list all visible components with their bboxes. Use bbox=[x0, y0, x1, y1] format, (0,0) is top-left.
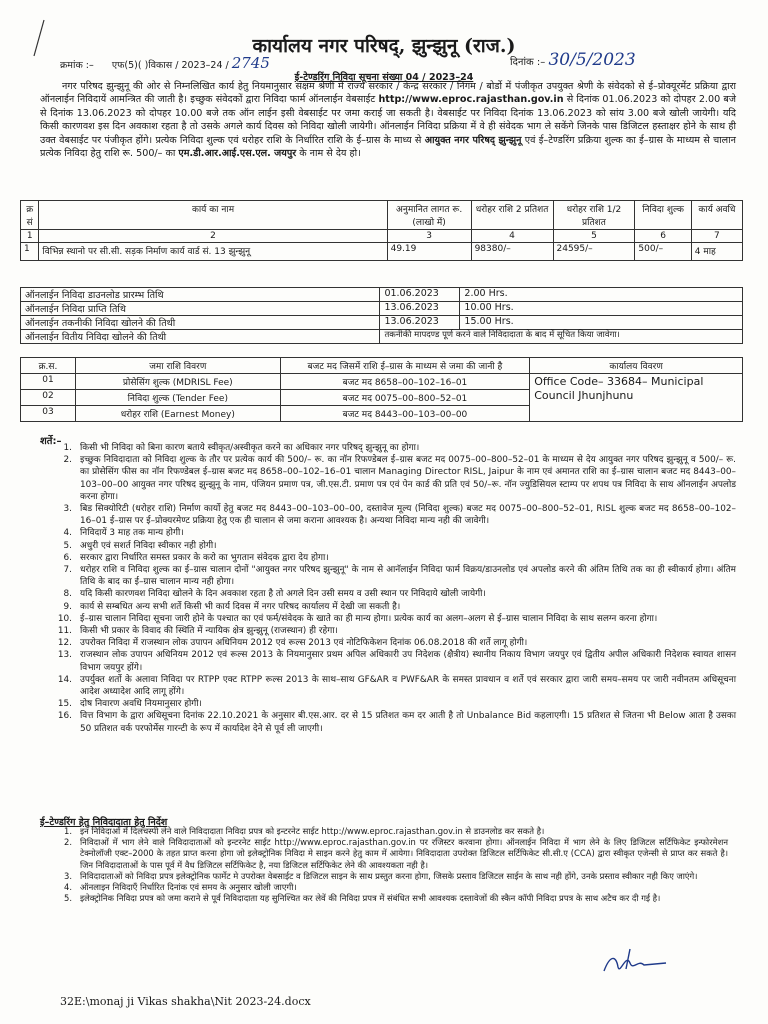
list-item bbox=[20, 601, 736, 613]
schedule-date: 13.06.2023 bbox=[380, 316, 460, 330]
date-value: 30/5/2023 bbox=[548, 50, 636, 70]
intro-bold-commissioner: आयुक्त नगर परिषद् झुन्झुनू bbox=[424, 134, 522, 146]
schedule-time: 2.00 Hrs. bbox=[460, 288, 743, 302]
intro-p1: नगर परिषद झुन्झुनू की ओर से निम्नलिखित कार्य हेतु नियमानुसार सक्षम श्रेणी में राज्य सरकार / केन्द्र सरकार / निगम / बोर्डो में पंजीकृत उपयुक्त श्रेणी के संवेदको से ई–प्रोक्यूरमेंट प्रक्रिया द्वारा ऑनलाईन निविदायें आमन्त्रित की जाती है। इच्छुक संवेदकों द्वारा निविदा फार्म ऑनलाईन वेबसाईट bbox=[40, 81, 736, 106]
item-text: बिड सिक्योरिटी (धरोहर राशि) निर्माण कार्यो हेतु बजट मद 8443–00–103–00–00, दस्तावेज मूल्य (निविदा शुल्क) बजट मद 0075–00–800–52–01, RISL शुल्क बजट मद 8658–00–102–16–01 ई–ग्रास पर ई–प्रोक्यरमेण्ट प्रक्रिया हेतु एक ही चालान से जमा कराना आवश्यक है। अन्यथा निविदा मान्य नही की जावेगी। bbox=[80, 504, 736, 527]
office-title: कार्यालय नगर परिषद्, झुन्झुनू (राज.) bbox=[252, 35, 516, 57]
office-code: Office Code– 33684– Municipal Council Jhunjhunu bbox=[530, 374, 743, 422]
schedule-label: ऑनलाईन निविदा प्राप्ति तिथि bbox=[21, 302, 380, 316]
list-item bbox=[20, 826, 728, 837]
item-number: 4. bbox=[63, 528, 72, 539]
item-text: निविदादाताओं को निविदा प्रपत्र इलेक्ट्रोनिक फार्मेट मे उपरोक्त वेबसाईट व डिजिटल साइन के साथ प्रस्तुत करना होगा, जिसके प्रस्ताव डिजिटल साईन के साथ नही होंगे, उनके प्रस्ताव स्वीकार नही किए जाएंगे। bbox=[80, 870, 698, 881]
file-path-footer: 32E:\monaj ji Vikas shakha\Nit 2023-24.docx bbox=[60, 995, 311, 1008]
item-text: किसी भी प्रकार के विवाद की स्थिति में न्यायिक क्षेत्र झुन्झुनू (राजस्थान) ही रहेगा। bbox=[80, 626, 338, 637]
list-item bbox=[20, 564, 736, 588]
list-item bbox=[20, 527, 736, 539]
item-number: 14. bbox=[57, 674, 72, 685]
deposit-no: 02 bbox=[21, 390, 76, 406]
item-number: 3. bbox=[64, 870, 72, 881]
schedule-table bbox=[20, 287, 743, 344]
table-row bbox=[21, 330, 743, 344]
work-serial: 1 bbox=[21, 243, 39, 261]
intro-bold-mdrisl: एम.डी.आर.आई.एस.एल. जयपुर bbox=[178, 148, 297, 160]
header-cell: क्र सं bbox=[21, 201, 39, 230]
list-item bbox=[20, 674, 736, 698]
deposit-budget: बजट मद 8443–00–103–00–00 bbox=[280, 406, 530, 422]
number-cell: 6 bbox=[635, 230, 691, 243]
item-number: 13. bbox=[57, 650, 72, 661]
item-number: 7. bbox=[63, 565, 72, 576]
item-number: 10. bbox=[57, 613, 72, 624]
ref-text: एफ(5)( )विकास / 2023–24 / bbox=[111, 60, 229, 71]
item-number: 16. bbox=[57, 711, 72, 722]
table-row bbox=[21, 374, 743, 390]
conditions-heading: शर्ते:– bbox=[40, 436, 62, 447]
deposit-budget: बजट मद 0075–00–800–52–01 bbox=[280, 390, 530, 406]
item-text: उपरोक्त निविदा में राजस्थान लोक उपापन अधिनियम 2012 एवं रूल्स 2013 एवं नोटिफिकेशन दिनांक 06.08.2018 की शर्ते लागू होगी। bbox=[80, 638, 528, 649]
deposit-no: 01 bbox=[21, 374, 76, 390]
header-cell: क्र.स. bbox=[21, 358, 76, 374]
number-cell: 1 bbox=[21, 230, 39, 243]
number-cell: 3 bbox=[387, 230, 471, 243]
work-duration: 4 माह bbox=[691, 243, 742, 261]
item-number: 2. bbox=[63, 455, 72, 466]
work-table-header bbox=[21, 201, 743, 230]
header-cell: धरोहर राशि 2 प्रतिशत bbox=[471, 201, 553, 230]
list-item bbox=[20, 540, 736, 552]
list-item bbox=[20, 588, 736, 600]
schedule-date: 13.06.2023 bbox=[380, 302, 460, 316]
item-text: धरोहर राशि व निविदा शुल्क का ई–ग्रास चालान दोनों "आयुक्त नगर परिषद झुन्झुनू" के नाम से आनॅलाईन निविदा फार्म विक्रय/डाउनलोड एवं अपलोड करने की अंतिम तिथि तक का ही स्वीकार्य होगा। अंतिम तिथि के बाद का ई–ग्रास चालान मान्य नही होगा। bbox=[80, 565, 736, 588]
header-cell: जमा राशि विवरण bbox=[75, 358, 280, 374]
item-text: वित्त विभाग के द्वारा अधिसूचना दिनांक 22.10.2021 के अनुसार बी.एस.आर. दर से 15 प्रतिशत कम दर आती है तो Unbalance Bid कहलाएगी। 15 प्रतिशत से जितना भी Below आता है उसका 50 प्रतिशत वर्क परफोर्मेस गारन्टी के रूप में कार्यादेश देने से पूर्व ली जाएगी। bbox=[80, 711, 736, 734]
table-row bbox=[21, 316, 743, 330]
work-table-numbers bbox=[21, 230, 743, 243]
item-number: 9. bbox=[63, 601, 72, 612]
work-table bbox=[20, 200, 743, 261]
item-text: निविदायें 3 माह तक मान्य होगी। bbox=[80, 528, 184, 539]
item-text: इलेक्ट्रोनिक निविदा प्रपत्र को जमा कराने से पूर्व निविदादाता यह सुनिश्चित कर लेवें की निविदा प्रपत्र में संबंधित सभी आवश्यक दस्तावेजों की स्कैन कॉपी निविदा प्रपत्र के साथ अटैच कर दी गई है। bbox=[80, 893, 661, 904]
header-cell: बजट मद जिसमें राशि ई–ग्रास के माध्यम से जमा की जानी है bbox=[280, 358, 530, 374]
item-text: इच्छुक निविदादाता को निविदा शुल्क के तौर पर प्रत्येक कार्य की 500/– रू. का नॉन रिफण्डेबल ई–ग्रास बजट मद 0075–00–800–52–01 के माध्यम से देय आयुक्त नगर परिषद झुन्झुनू व 500/– रू. का प्रोसेसिंग फीस का नॉन रिफण्डेबल ई–ग्रास बजट मद 8658–00–102–16–01 चालान Managing Director RISL, Jaipur के नाम एवं अमानत राशि का ई–ग्रास चालान बजट मद 8443–00–103–00–00 आयुक्त नगर परिषद झुन्झुनू के नाम, पंजियन प्रमाण पत्र, जी.एस.टी. प्रमाण पत्र एवं पेन कार्ड की प्रति एवं 50/–रू. नॉन ज्युडिसियल स्टाम्प पर शपथ पत्र निविदा के साथ ऑनलाईन अपलोड करना होगा। bbox=[80, 455, 736, 502]
schedule-label: ऑनलाईन निविदा डाउनलोड प्रारम्भ तिथि bbox=[21, 288, 380, 302]
item-number: 1. bbox=[63, 443, 72, 453]
intro-website: http://www.eproc.rajasthan.gov.in bbox=[378, 94, 564, 106]
item-number: 5. bbox=[64, 893, 72, 904]
date-line bbox=[510, 50, 636, 70]
intro-p2: से दिनांक 01.06.2023 को दोपहर 2.00 बजे से दिनांक 13.06.2023 को दोपहर 10.00 बजे तक ऑन लाईन इसी वेबसाईट पर जमा कराई जा सकती है। वेबसाईट पर निविदा दिनांक 13.06.2023 को सांय 3.00 बजे खोली जायेगी। यदि किसी कारणवश इस दिन अवकाश रहता है तो उसके अगले कार्य दिवस को निविदा खोली जायेगी। ऑनलाईन निविदा प्रक्रिया में वे ही संवेदक भाग ले सकेंगे जिनके पास डिजिटल हस्ताक्षर होने के साथ ही उक्त वेबसाईट पर पंजीकृत होंगे। प्रत्येक निविदा शुल्क एवं धरोहर राशि के निर्धारित राशि के ई–ग्रास के माध्य से bbox=[40, 94, 736, 146]
number-cell: 5 bbox=[553, 230, 635, 243]
schedule-time: 10.00 Hrs. bbox=[460, 302, 743, 316]
list-item bbox=[20, 698, 736, 710]
header-cell: धरोहर राशि 1/2 प्रतिशत bbox=[553, 201, 635, 230]
list-item bbox=[20, 837, 728, 871]
item-number: 15. bbox=[57, 699, 72, 710]
item-number: 3. bbox=[63, 504, 72, 515]
date-label: दिनांक :– bbox=[510, 57, 546, 68]
list-item bbox=[20, 625, 736, 637]
number-cell: 2 bbox=[39, 230, 387, 243]
item-text: निविदाओं में भाग लेने वाले निविदादाताओं को इन्टरनेट साईट http://www.eproc.rajasthan.gov.in पर रजिस्टर करवाना होगा। ऑनलाईन निविदा में भाग लेने के लिए डिजिटल सर्टिफिकेट इन्फोरमेशन टेक्नोलॉजी एक्ट–2000 के तहत प्राप्त करना होगा जो इलेक्ट्रोनिक निविदा मे साइन करने हेतु काम में आयेगा। निविदादाता उपरोक्त डिजिटल सर्टिफिकेट सी.सी.ए (CCA) द्वारा स्वीकृत एजेन्सी से प्राप्त कर सकते है। जिन निविदादाताओं के पास पूर्व में वैध डिजिटल सर्टिफिकेट है, नया डिजिटल सर्टिफिकेट लेने की आवश्यकता नही है। bbox=[80, 837, 728, 870]
schedule-label: ऑनलाईन तकनीकी निविदा खोलने की तिथी bbox=[21, 316, 380, 330]
item-text: किसी भी निविदा को बिना कारण बताये स्वीकृत/अस्वीकृत करने का अधिकार नगर परिषद् झुन्झुनू का होगा। bbox=[80, 443, 420, 453]
deposit-table-header bbox=[21, 358, 743, 374]
deposit-table bbox=[20, 357, 743, 422]
deposit-desc: प्रोसेसिंग शुल्क (MDRISL Fee) bbox=[75, 374, 280, 390]
item-number: 8. bbox=[63, 589, 72, 600]
header-cell: कार्यालय विवरण bbox=[530, 358, 743, 374]
deposit-desc: धरोहर राशि (Earnest Money) bbox=[75, 406, 280, 422]
item-number: 4. bbox=[64, 882, 72, 893]
item-text: राजस्थान लोक उपापन अधिनियम 2012 एवं रूल्स 2013 के नियमानुसार प्रथम अपिल अधिकारी उप निदेशक (क्षैत्रीय) स्थानीय निकाय विभाग जयपुर एवं द्वितीय अपील अधिकारी निदेशक स्वायत शासन विभाग जयपुर होंगे। bbox=[80, 650, 736, 673]
item-text: दोष निवारण अवधि नियमानुसार होगी। bbox=[80, 699, 202, 710]
item-number: 2. bbox=[64, 837, 72, 848]
item-number: 6. bbox=[63, 552, 72, 563]
header-cell: कार्य अवधि bbox=[691, 201, 742, 230]
list-item bbox=[20, 649, 736, 673]
intro-p3: एवं ई–टेण्डरिंग प्रक्रिया शुल्क का ई–ग्रास के माध्यम से चालान प्रत्येक निविदा हेतु राशि रू. 500/– का bbox=[40, 134, 736, 160]
item-number: 5. bbox=[63, 540, 72, 551]
item-text: सरकार द्वारा निर्धारित समस्त प्रकार के करो का भुगतान संवेदक द्वारा देय होगा। bbox=[80, 552, 329, 563]
item-number: 11. bbox=[57, 626, 72, 637]
header-cell: अनुमानित लागत रू. (लाखो में) bbox=[387, 201, 471, 230]
work-fee: 500/– bbox=[635, 243, 691, 261]
item-number: 1. bbox=[64, 826, 72, 836]
intro-paragraph bbox=[40, 80, 736, 160]
item-text: ऑनलाइन निविदाएँ निर्धारित दिनांक एवं समय के अनुसार खोली जाएगी। bbox=[80, 882, 297, 893]
list-item bbox=[20, 613, 736, 625]
header-cell: कार्य का नाम bbox=[39, 201, 387, 230]
ref-label: क्रमांक :– bbox=[60, 60, 94, 71]
deposit-no: 03 bbox=[21, 406, 76, 422]
notice-number: ई-टेण्डरिंग निविदा सूचना संख्या 04 / 2023–24 bbox=[294, 72, 474, 83]
item-text: इन निविदाओं में दिलचस्पी लेने वाले निविदादाता निविदा प्रपत्र को इन्टरनेट साईट http://www.eproc.rajasthan.gov.in से डाउनलोड कर सकते है। bbox=[80, 826, 545, 836]
item-text: अधुरी एवं सशर्त निविदा स्वीकार नही होगी। bbox=[80, 540, 217, 551]
item-text: कार्य से सम्बधित अन्य सभी शर्ते किसी भी कार्य दिवस में नगर परिषद कार्यालय में देखी जा सकती है। bbox=[80, 601, 401, 612]
signature-icon bbox=[600, 945, 670, 985]
table-row bbox=[21, 302, 743, 316]
list-item bbox=[20, 710, 736, 734]
ref-number: 2745 bbox=[231, 54, 270, 72]
item-text: उपर्युक्त शर्तो के अलावा निविदा पर RTPP एक्ट RTPP रूल्स 2013 के साथ–साथ GF&AR व PWF&AR के समस्त प्रावधान व शर्ते एवं सरकार द्वारा जारी समय–समय पर जारी नवीनतम अधिसूचना आदेश अध्यादेश आदि लागू होंगे। bbox=[80, 674, 736, 698]
item-text: ई–ग्रास चालान निविदा सूचना जारी होने के पश्चात का एवं फर्म/संवेदक के खाते का ही मान्य होगा। प्रत्येक कार्य का अलग–अलग से ई–ग्रास चालान निविदा के साथ सलग्न करना होगा। bbox=[80, 613, 658, 624]
schedule-note: तकनीकी मापदण्ड पूर्ण करने वाले निविदादाता के बाद में सूचित किया जावेगा। bbox=[380, 330, 743, 344]
list-item bbox=[20, 893, 728, 904]
list-item bbox=[20, 442, 736, 454]
e-tendering-heading: ई–टेण्डरिंग हेतु निविदादाता हेतु निर्देश bbox=[40, 817, 168, 828]
e-instructions-list bbox=[20, 826, 728, 904]
list-item bbox=[20, 637, 736, 649]
header-cell: निविदा शुल्क bbox=[635, 201, 691, 230]
table-row bbox=[21, 243, 743, 261]
deposit-desc: निविदा शुल्क (Tender Fee) bbox=[75, 390, 280, 406]
list-item bbox=[20, 871, 728, 882]
work-cost: 49.19 bbox=[387, 243, 471, 261]
item-text: यदि किसी कारणवश निविदा खोलने के दिन अवकाश रहता है तो अगले दिन उसी समय व उसी स्थान पर निविदाये खोली जायेगी। bbox=[80, 589, 486, 600]
deposit-budget: बजट मद 8658–00–102–16–01 bbox=[280, 374, 530, 390]
schedule-time: 15.00 Hrs. bbox=[460, 316, 743, 330]
list-item bbox=[20, 454, 736, 503]
list-item bbox=[20, 882, 728, 893]
number-cell: 4 bbox=[471, 230, 553, 243]
table-row bbox=[21, 288, 743, 302]
work-name: विभिन्न स्थानो पर सी.सी. सड़क निर्माण कार्य वार्ड सं. 13 झुन्झुनू bbox=[39, 243, 387, 261]
conditions-list bbox=[20, 442, 736, 735]
work-deposit-2: 98380/– bbox=[471, 243, 553, 261]
number-cell: 7 bbox=[691, 230, 742, 243]
schedule-label: ऑनलाईन वितीय निविदा खोलने की तिथी bbox=[21, 330, 380, 344]
list-item bbox=[20, 503, 736, 527]
schedule-date: 01.06.2023 bbox=[380, 288, 460, 302]
intro-p4: के नाम से देय हो। bbox=[299, 148, 361, 160]
item-number: 12. bbox=[57, 638, 72, 649]
work-deposit-half: 24595/– bbox=[553, 243, 635, 261]
list-item bbox=[20, 552, 736, 564]
